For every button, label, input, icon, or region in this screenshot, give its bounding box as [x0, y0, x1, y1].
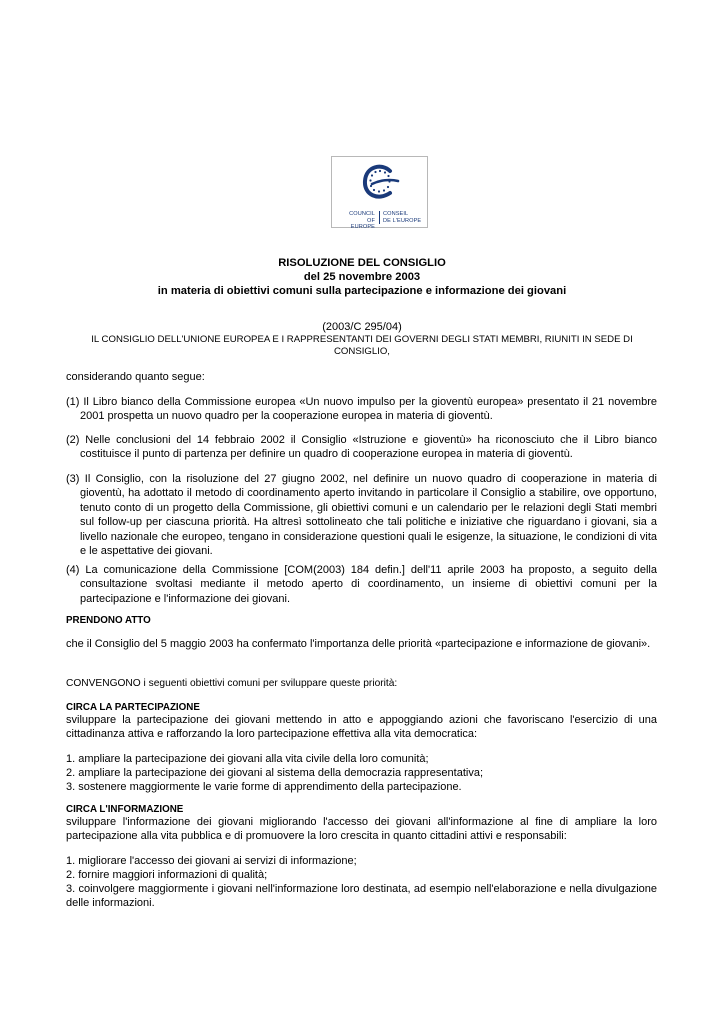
council-of-europe-logo — [331, 156, 428, 228]
information-item-2: 2. fornire maggiori informazioni di qualità; — [66, 869, 268, 881]
logo-divider — [379, 211, 380, 224]
information-heading: CIRCA L'INFORMAZIONE — [66, 804, 184, 815]
recital-1: (1) Il Libro bianco della Commissione europea «Un nuovo impulso per la gioventù europea» presentato il 21 novembre 2001 prospetta un nuovo quadro per la cooperazione europea in materia di gioventù. — [66, 396, 657, 423]
participation-heading: CIRCA LA PARTECIPAZIONE — [66, 702, 200, 713]
logo-caption-fr-line-2: DE L'EUROPE — [383, 217, 422, 224]
take-note-text: che il Consiglio del 5 maggio 2003 ha confermato l'importanza delle priorità «partecipazione e informazione de giovani». — [66, 638, 651, 650]
document-subject: in materia di obiettivi comuni sulla partecipazione e informazione dei giovani — [157, 285, 567, 297]
logo-caption-french — [383, 211, 423, 224]
considering-text: considerando quanto segue: — [66, 371, 205, 383]
logo-caption-english — [343, 211, 375, 231]
logo-caption-fr-line-1: CONSEIL — [383, 211, 409, 217]
recital-3: (3) Il Consiglio, con la risoluzione del 27 giugno 2002, nel definire un nuovo quadro di cooperazione in materia di gioventù, ha adottato il metodo di coordinamento aperto invitando in particolare il Consiglio a stabilire, ove opportuno, tenuto conto di un progetto della Commissione, gli obiettivi comuni e un calendario per le relazioni degli Stati membri sul follow-up per ciascuna priorità. Ha altresì sottolineato che tali politiche e iniziative che riguardano i giovani, sia a livello nazionale che europeo, tengano in considerazione questioni quali le esigenze, la situazione, le condizioni di vita e le aspettative dei giovani. — [66, 473, 657, 558]
document-reference: (2003/C 295/04) — [322, 321, 402, 333]
council-line-2: CONSIGLIO, — [334, 346, 390, 357]
agree-text: CONVENGONO i seguenti obiettivi comuni per sviluppare queste priorità: — [66, 678, 398, 689]
document-date: del 25 novembre 2003 — [303, 271, 421, 283]
recital-2: (2) Nelle conclusioni del 14 febbraio 2002 il Consiglio «Istruzione e gioventù» ha riconosciuto che il Libro bianco costituisce il punto di partenza per definire un quadro di cooperazione europea in materia di gioventù. — [66, 434, 657, 461]
logo-caption-en-line-2: OF EUROPE — [350, 217, 375, 230]
participation-item-1: 1. ampliare la partecipazione dei giovani alla vita civile della loro comunità; — [66, 753, 429, 765]
logo-caption-en-line-1: COUNCIL — [349, 211, 375, 217]
recital-4: (4) La comunicazione della Commissione [COM(2003) 184 defin.] dell'11 aprile 2003 ha proposto, a seguito della consultazione svoltasi mediante il metodo aperto di coordinamento, un insieme di obiettivi comuni per la partecipazione e l'informazione dei giovani. — [66, 564, 657, 605]
information-intro: sviluppare l'informazione dei giovani migliorando l'accesso dei giovani all'informazione al fine di ampliare la loro partecipazione alla vita pubblica e di promuovere la loro crescita in quanto cittadini attivi e responsabili: — [66, 816, 657, 843]
participation-item-2: 2. ampliare la partecipazione dei giovani al sistema della democrazia rappresentativa; — [66, 767, 484, 779]
council-of-europe-emblem-icon — [332, 157, 429, 211]
information-item-1: 1. migliorare l'accesso dei giovani ai servizi di informazione; — [66, 855, 357, 867]
participation-intro: sviluppare la partecipazione dei giovani mettendo in atto e appoggiando azioni che favoriscano l'esercizio di una cittadinanza attiva e rafforzando la loro partecipazione effettiva alla vita democratica: — [66, 714, 657, 741]
council-line-1: IL CONSIGLIO DELL'UNIONE EUROPEA E I RAPPRESENTANTI DEI GOVERNI DEGLI STATI MEMBRI, RIUNITI IN SEDE DI — [91, 334, 633, 345]
take-note-heading: PRENDONO ATTO — [66, 615, 151, 626]
information-item-3: 3. coinvolgere maggiormente i giovani nell'informazione loro destinata, ad esempio nell'elaborazione e nella divulgazione delle informazioni. — [66, 883, 657, 910]
participation-item-3: 3. sostenere maggiormente le varie forme di apprendimento della partecipazione. — [66, 781, 462, 793]
document-title: RISOLUZIONE DEL CONSIGLIO — [278, 257, 446, 269]
